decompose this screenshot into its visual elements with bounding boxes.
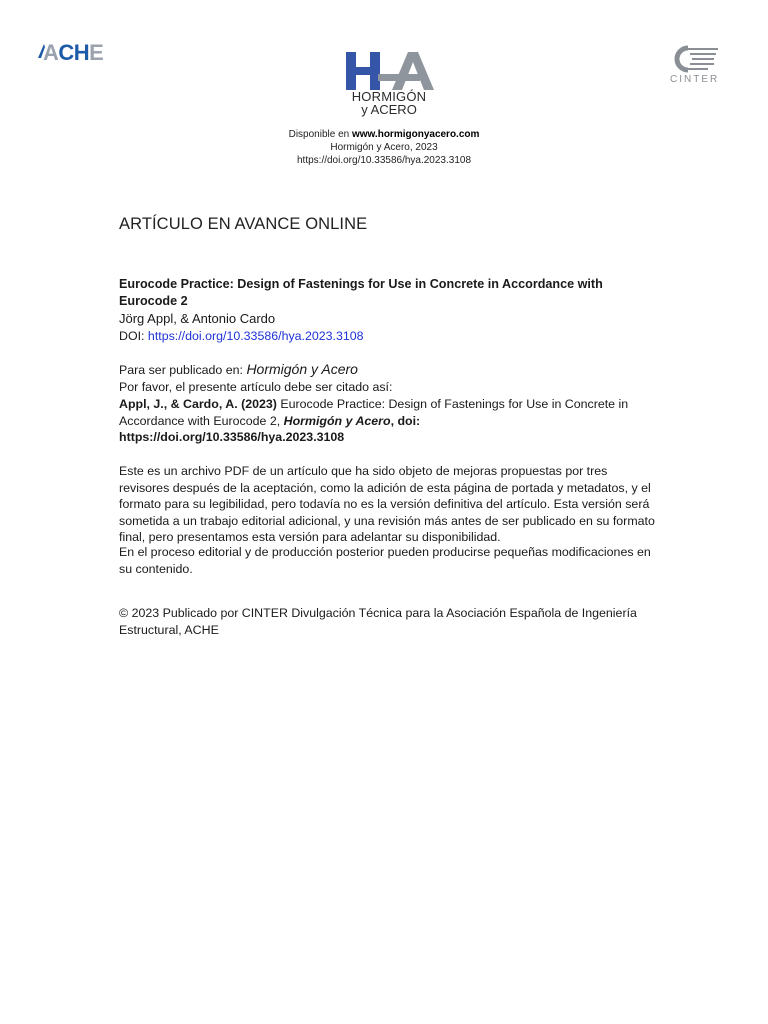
header-doi: https://doi.org/10.33586/hya.2023.3108 — [296, 155, 472, 166]
hya-logo-name-line2: y ACERO — [361, 102, 417, 117]
publish-in-line — [119, 361, 659, 379]
citation-doi-prefix: , doi: — [390, 413, 421, 428]
citation — [119, 396, 659, 446]
article-doi — [119, 328, 659, 345]
ache-logo — [37, 40, 117, 66]
citation-intro: Por favor, el presente artículo debe ser citado así: — [119, 380, 393, 394]
ache-logo-ch: CH — [58, 40, 90, 65]
doi-link[interactable]: https://doi.org/10.33586/hya.2023.3108 — [147, 329, 364, 343]
ache-logo-e: E — [89, 40, 104, 65]
availability-line — [0, 129, 768, 140]
ache-logo-text — [43, 40, 103, 66]
citation-journal: Hormigón y Acero — [283, 413, 391, 428]
availability-prefix: Disponible en — [288, 129, 352, 140]
citation-sep: , — [276, 413, 284, 428]
article-title: Eurocode Practice: Design of Fastenings for Use in Concrete in Accordance with Eurocode 2 — [119, 277, 603, 308]
citation-doi: https://doi.org/10.33586/hya.2023.3108 — [119, 430, 345, 445]
ache-logo-a: A — [43, 40, 59, 65]
journal-year: Hormigón y Acero, 2023 — [330, 142, 438, 153]
cinter-logo — [668, 44, 724, 88]
doi-label: DOI: — [119, 329, 148, 343]
citation-title: Eurocode Practice: Design of Fastenings for Use in Concrete in Accordance with Eurocode 2 — [119, 397, 629, 428]
hya-logo-mark — [342, 48, 438, 94]
cinter-logo-label: CINTER — [670, 74, 720, 85]
notice-paragraph-1: Este es un archivo PDF de un artículo que ha sido objeto de mejoras propuestas por tres revisores después de la aceptación, como la adición de esta página de portada y metadatos, y el formato para su legibilidad, pero todavía no es la versión definitiva del artículo. Esta versión será sometida a un trabajo editorial adicional, y una revisión más antes de ser publicado en su formato final, pero presentamos esta versión para adelantar su disponibilidad. — [119, 464, 655, 545]
hya-logo-name-line1: HORMIGÓN — [351, 89, 427, 104]
hormigon-acero-logo — [338, 46, 438, 122]
cinter-c-icon — [668, 44, 724, 74]
publish-prefix: Para ser publicado en: — [119, 363, 247, 377]
publish-journal: Hormigón y Acero — [246, 361, 358, 377]
article-authors: Jörg Appl, & Antonio Cardo — [119, 311, 276, 326]
journal-website-link[interactable]: www.hormigonyacero.com — [351, 129, 480, 140]
citation-authors: Appl, J., & Cardo, A. (2023) — [119, 397, 277, 411]
notice-paragraph-2: En el proceso editorial y de producción posterior pueden producirse pequeñas modificaciones en su contenido. — [119, 545, 651, 576]
section-title: ARTÍCULO EN AVANCE ONLINE — [119, 215, 368, 233]
copyright: © 2023 Publicado por CINTER Divulgación Técnica para la Asociación Española de Ingeniería Estructural, ACHE — [119, 606, 637, 637]
